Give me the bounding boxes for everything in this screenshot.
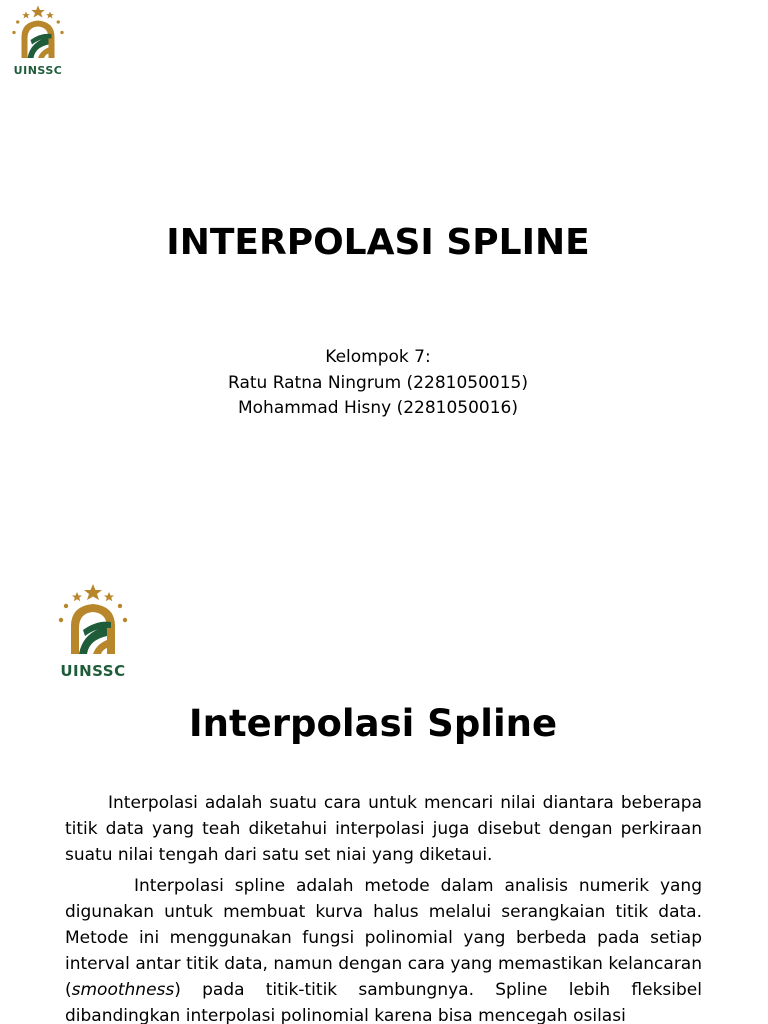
logo-emblem-icon <box>53 582 133 662</box>
group-label: Kelompok 7: <box>325 347 431 367</box>
slide1-title: INTERPOLASI SPLINE <box>166 222 590 263</box>
paragraph: Interpolasi adalah suatu cara untuk mencari nilai diantara beberapa titik data yang teah diketahui interpolasi juga disebut dengan perkiraan suatu nilai tengah dari satu set niai yang diketaui. <box>65 793 702 865</box>
body-text <box>65 790 702 1024</box>
italic-term: smoothness <box>71 980 175 1000</box>
uinssc-logo <box>8 4 68 76</box>
member-name: Mohammad Hisny (2281050016) <box>237 398 519 418</box>
paragraph-text: ) pada titik-titik sambungnya. Spline lebih fleksibel dibandingkan interpolasi polinomial karena bisa mencegah osilasi <box>65 980 702 1024</box>
paragraph <box>65 873 702 1024</box>
member-name: Ratu Ratna Ningrum (2281050015) <box>228 372 528 393</box>
slide2-title: Interpolasi Spline <box>188 702 558 745</box>
slide1-subtitle <box>0 345 756 422</box>
uinssc-logo <box>52 582 134 679</box>
logo-text: UINSSC <box>13 64 63 77</box>
logo-text: UINSSC <box>60 662 126 680</box>
logo-emblem-icon <box>8 4 68 64</box>
paragraph-text: Interpolasi spline adalah metode dalam analisis numerik yang digunakan untuk membuat kurva halus melalui serangkaian titik data. Metode ini menggunakan fungsi polinomial yang berbeda pada setiap interval antar titik data, namun dengan cara yang memastikan kelancaran ( <box>65 876 702 1000</box>
